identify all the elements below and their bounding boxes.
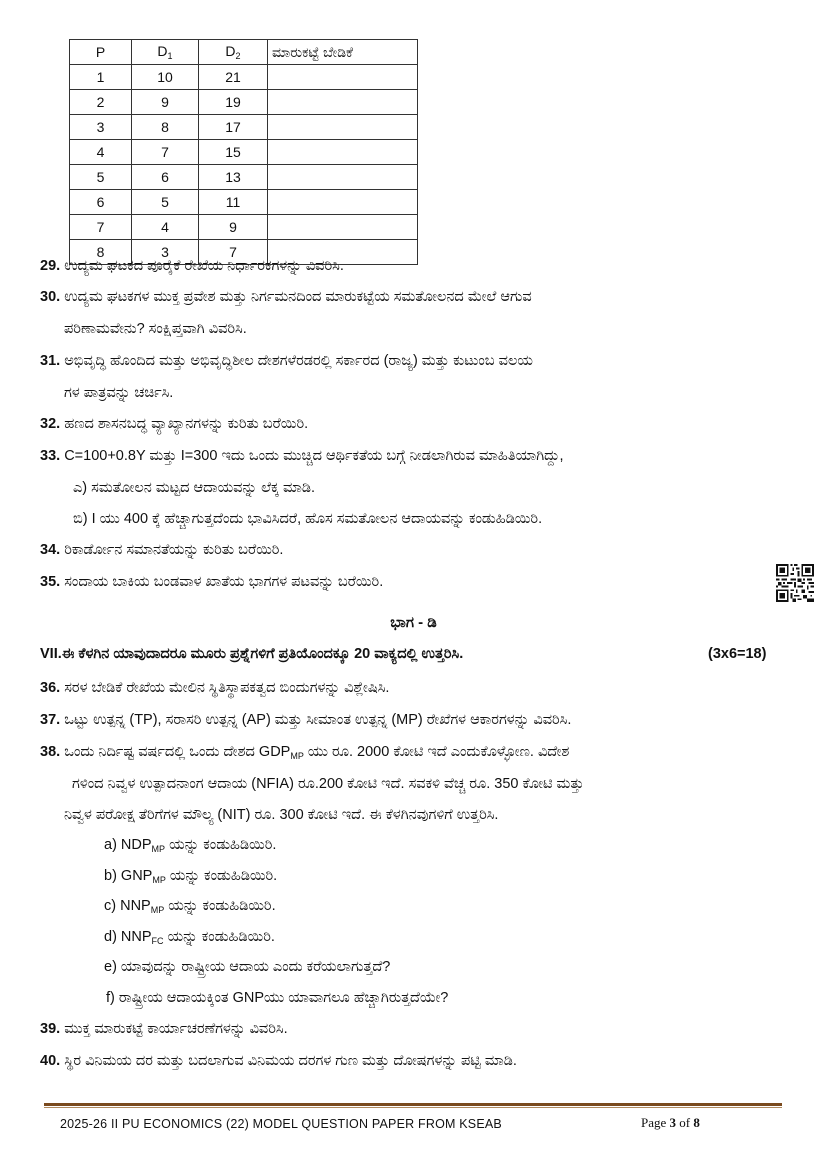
table-cell: 2	[70, 90, 132, 115]
header-d2: $D_2$	[199, 40, 268, 65]
table-cell: 3	[70, 115, 132, 140]
table-row	[70, 165, 418, 190]
question-38-cont1: ಗಳಿಂದ ನಿವ್ವಳ ಉತ್ಪಾದನಾಂಗ ಆದಾಯ (NFIA) ರೂ.200 ಕೋಟಿ ಇದೆ. ಸವಕಳಿ ವೆಚ್ಚ ರೂ. 350 ಕೋಟಿ ಮತ್ತು	[72, 776, 584, 792]
question-38-part-e: e) ಯಾವುದನ್ನು ರಾಷ್ಟ್ರೀಯ ಆದಾಯ ಎಂದು ಕರೆಯಲಾಗುತ್ತದೆ?	[104, 959, 391, 975]
table-cell	[268, 165, 418, 190]
footer-title: 2025-26 II PU ECONOMICS (22) MODEL QUESTION PAPER FROM KSEAB	[60, 1117, 502, 1131]
footer-rule	[44, 1103, 782, 1106]
table-row	[70, 215, 418, 240]
question-38-cont2: ನಿವ್ವಳ ಪರೋಕ್ಷ ತೆರಿಗೆಗಳ ಮೌಲ್ಯ (NIT) ರೂ. 300 ಕೋಟಿ ಇದೆ. ಈ ಕೆಳಗಿನವುಗಳಿಗೆ ಉತ್ತರಿಸಿ.	[64, 807, 499, 823]
question-30: 30. ಉದ್ಯಮ ಘಟಕಗಳ ಮುಕ್ತ ಪ್ರವೇಶ ಮತ್ತು ನಿರ್ಗಮನದಿಂದ ಮಾರುಕಟ್ಟೆಯ ಸಮತೋಲನದ ಮೇಲೆ ಆಗುವ	[40, 289, 532, 305]
page-number: Page 3 of 8	[641, 1115, 700, 1130]
table-cell: 10	[132, 65, 199, 90]
table-header-row	[70, 40, 418, 65]
table-row	[70, 90, 418, 115]
qr-code-icon	[776, 564, 814, 602]
table-cell: 11	[199, 190, 268, 215]
table-cell: 21	[199, 65, 268, 90]
question-38-part-f: f) ರಾಷ್ಟ್ರೀಯ ಆದಾಯಕ್ಕಿಂತ GNPಯು ಯಾವಾಗಲೂ ಹೆಚ್ಚಾಗಿರುತ್ತದೆಯೇ?	[106, 990, 449, 1006]
table-cell: 6	[132, 165, 199, 190]
question-33: 33. C=100+0.8Y ಮತ್ತು I=300 ಇದು ಒಂದು ಮುಚ್ಚಿದ ಆರ್ಥಿಕತೆಯ ಬಗ್ಗೆ ನೀಡಲಾಗಿರುವ ಮಾಹಿತಿಯಾಗಿದ್ದು,	[40, 448, 564, 464]
table-body	[70, 65, 418, 265]
table-cell: 8	[70, 240, 132, 265]
table-cell: 4	[132, 215, 199, 240]
table-cell: 17	[199, 115, 268, 140]
table-row	[70, 190, 418, 215]
question-38-part-d: d) $NNP_{FC}$ ಯನ್ನು ಕಂಡುಹಿಡಿಯಿರಿ.	[104, 929, 275, 946]
table-cell	[268, 65, 418, 90]
table-cell: 5	[132, 190, 199, 215]
question-38-part-a: a) $NDP_{MP}$ ಯನ್ನು ಕಂಡುಹಿಡಿಯಿರಿ.	[104, 837, 277, 854]
table-cell	[268, 90, 418, 115]
table-cell: 4	[70, 140, 132, 165]
question-39: 39. ಮುಕ್ತ ಮಾರುಕಟ್ಟೆ ಕಾರ್ಯಾಚರಣೆಗಳನ್ನು ವಿವರಿಸಿ.	[40, 1021, 288, 1037]
table-cell: 13	[199, 165, 268, 190]
table-cell: 5	[70, 165, 132, 190]
table-cell	[268, 190, 418, 215]
question-40: 40. ಸ್ಥಿರ ವಿನಿಮಯ ದರ ಮತ್ತು ಬದಲಾಗುವ ವಿನಿಮಯ ದರಗಳ ಗುಣ ಮತ್ತು ದೋಷಗಳನ್ನು ಪಟ್ಟಿ ಮಾಡಿ.	[40, 1053, 517, 1069]
question-31-cont: ಗಳ ಪಾತ್ರವನ್ನು ಚರ್ಚಿಸಿ.	[64, 385, 174, 401]
table-cell: 7	[70, 215, 132, 240]
table-cell	[268, 115, 418, 140]
footer-rule-thin	[44, 1107, 782, 1108]
question-38-part-b: b) $GNP_{MP}$ ಯನ್ನು ಕಂಡುಹಿಡಿಯಿರಿ.	[104, 868, 278, 885]
section-instruction: VII.ಈ ಕೆಳಗಿನ ಯಾವುದಾದರೂ ಮೂರು ಪ್ರಶ್ನೆಗಳಿಗೆ ಪ್ರತಿಯೊಂದಕ್ಕೂ 20 ವಾಕ್ಯದಲ್ಲಿ ಉತ್ತರಿಸಿ. (3x6=18)	[40, 646, 767, 662]
table-cell: 3	[132, 240, 199, 265]
question-33-a: ಎ) ಸಮತೋಲನ ಮಟ್ಟದ ಆದಾಯವನ್ನು ಲೆಕ್ಕ ಮಾಡಿ.	[73, 480, 316, 496]
table-cell: 6	[70, 190, 132, 215]
demand-table	[69, 39, 418, 265]
table-row	[70, 115, 418, 140]
table-cell: 15	[199, 140, 268, 165]
question-34: 34. ರಿಕಾರ್ಡೋನ ಸಮಾನತೆಯನ್ನು ಕುರಿತು ಬರೆಯಿರಿ.	[40, 542, 284, 558]
question-33-b: ಬಿ) I ಯು 400 ಕ್ಕೆ ಹೆಚ್ಚಾಗುತ್ತದೆಂದು ಭಾವಿಸಿದರೆ, ಹೊಸ ಸಮತೋಲನ ಆದಾಯವನ್ನು ಕಂಡುಹಿಡಿಯಿರಿ.	[73, 511, 543, 527]
table-cell: 1	[70, 65, 132, 90]
question-37: 37. ಒಟ್ಟು ಉತ್ಪನ್ನ (TP), ಸರಾಸರಿ ಉತ್ಪನ್ನ (AP) ಮತ್ತು ಸೀಮಾಂತ ಉತ್ಪನ್ನ (MP) ರೇಖೆಗಳ ಆಕಾರಗಳನ್ನು ವಿವರಿಸಿ.	[40, 712, 572, 728]
table-row	[70, 140, 418, 165]
question-35: 35. ಸಂದಾಯ ಬಾಕಿಯ ಬಂಡವಾಳ ಖಾತೆಯ ಭಾಗಗಳ ಪಟವನ್ನು ಬರೆಯಿರಿ.	[40, 574, 384, 590]
table-cell: 8	[132, 115, 199, 140]
question-31: 31. ಅಭಿವೃದ್ಧಿ ಹೊಂದಿದ ಮತ್ತು ಅಭಿವೃದ್ಧಿಶೀಲ ದೇಶಗಳೆರಡರಲ್ಲಿ ಸರ್ಕಾರದ (ರಾಜ್ಯ) ಮತ್ತು ಕುಟುಂಬ ವಲಯ	[40, 353, 533, 369]
question-29: 29. ಉದ್ಯಮ ಘಟಕದ ಪೂರೈಕೆ ರೇಖೆಯ ನಿರ್ಧಾರಕಗಳನ್ನು ವಿವರಿಸಿ.	[40, 258, 344, 274]
table-cell: 9	[199, 215, 268, 240]
table-cell: 19	[199, 90, 268, 115]
table-cell: 7	[199, 240, 268, 265]
table-cell	[268, 140, 418, 165]
header-market-demand: ಮಾರುಕಟ್ಟೆ ಬೇಡಿಕೆ	[268, 40, 418, 65]
table-cell: 9	[132, 90, 199, 115]
header-p: P	[70, 40, 132, 65]
question-30-cont: ಪರಿಣಾಮವೇನು? ಸಂಕ್ಷಿಪ್ತವಾಗಿ ವಿವರಿಸಿ.	[64, 321, 247, 337]
question-38-part-c: c) $NNP_{MP}$ ಯನ್ನು ಕಂಡುಹಿಡಿಯಿರಿ.	[104, 898, 276, 915]
table-row	[70, 65, 418, 90]
header-d1: $D_1$	[132, 40, 199, 65]
table-cell: 7	[132, 140, 199, 165]
section-marks: (3x6=18)	[708, 646, 767, 662]
section-title: ಭಾಗ - ಡಿ	[390, 614, 437, 631]
table-cell	[268, 215, 418, 240]
question-36: 36. ಸರಳ ಬೇಡಿಕೆ ರೇಖೆಯ ಮೇಲಿನ ಸ್ಥಿತಿಸ್ಥಾಪಕತ್ವದ ಬಿಂದುಗಳನ್ನು ವಿಶ್ಲೇಷಿಸಿ.	[40, 680, 390, 696]
question-32: 32. ಹಣದ ಶಾಸನಬದ್ಧ ವ್ಯಾಖ್ಯಾನಗಳನ್ನು ಕುರಿತು ಬರೆಯಿರಿ.	[40, 416, 309, 432]
question-38: 38. ಒಂದು ನಿರ್ದಿಷ್ಟ ವರ್ಷದಲ್ಲಿ ಒಂದು ದೇಶದ $GDP_{MP}$ ಯು ರೂ. 2000 ಕೋಟಿ ಇದೆ ಎಂದುಕೊಳ್ಳೋಣ. ವಿದೇಶ	[40, 744, 570, 761]
